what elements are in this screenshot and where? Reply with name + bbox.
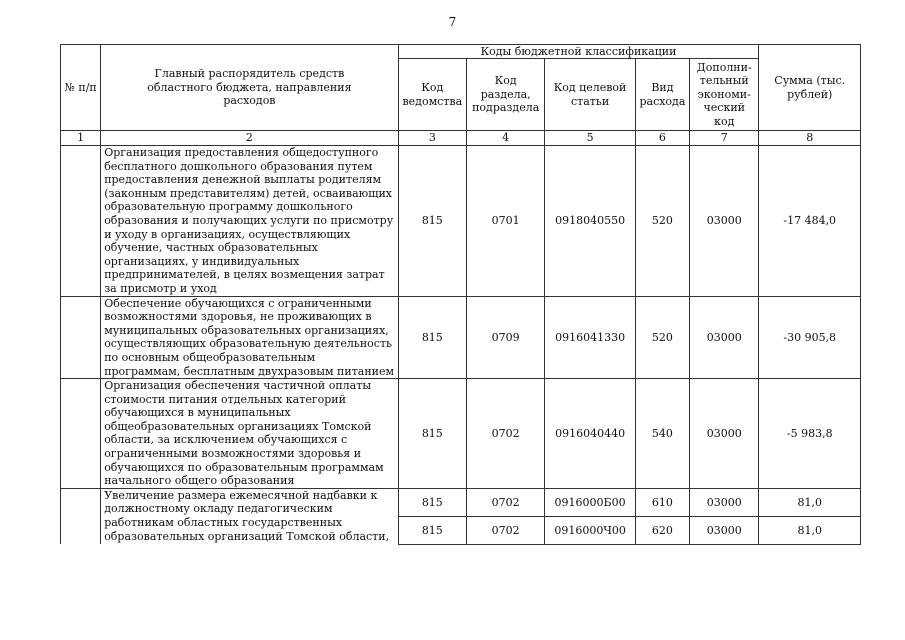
row-dept-code: 815 xyxy=(398,516,466,544)
column-numbers-row xyxy=(61,131,861,146)
row-section-code: 0709 xyxy=(466,296,544,379)
row-target-code: 0918040550 xyxy=(545,146,635,297)
header-group: Коды бюджетной классификации xyxy=(398,45,759,59)
row-num xyxy=(61,296,101,379)
table-row xyxy=(61,379,861,489)
row-sum: -30 905,8 xyxy=(759,296,861,379)
col-num-2: 2 xyxy=(101,131,398,146)
row-target-code: 0916041330 xyxy=(545,296,635,379)
row-num xyxy=(61,146,101,297)
row-expense-type: 620 xyxy=(635,516,689,544)
row-section-code: 0702 xyxy=(466,488,544,516)
row-extra-code: 03000 xyxy=(690,516,759,544)
header-row-1 xyxy=(61,45,861,59)
row-sum: -17 484,0 xyxy=(759,146,861,297)
col-num-7: 7 xyxy=(690,131,759,146)
row-expense-type: 520 xyxy=(635,146,689,297)
budget-table xyxy=(60,44,861,545)
row-num xyxy=(61,379,101,489)
col-num-3: 3 xyxy=(398,131,466,146)
row-dept-code: 815 xyxy=(398,146,466,297)
row-section-code: 0702 xyxy=(466,379,544,489)
header-dept: Код ведомства xyxy=(398,59,466,131)
row-sum: -5 983,8 xyxy=(759,379,861,489)
row-target-code: 0916000Ч00 xyxy=(545,516,635,544)
col-num-5: 5 xyxy=(545,131,635,146)
row-sum: 81,0 xyxy=(759,488,861,516)
row-extra-code: 03000 xyxy=(690,488,759,516)
row-expense-type: 520 xyxy=(635,296,689,379)
table-row xyxy=(61,296,861,379)
row-dept-code: 815 xyxy=(398,296,466,379)
row-description: Организация предоставления общедоступного бесплатного дошкольного образования путем предоставления денежной выплаты родителям (законным представителям) детей, осваивающих образовательную программу дошкольного образования и получающих услуги по присмотру и уходу в организациях, осуществляющих обучение, частных образовательных организациях, у индивидуальных предпринимателей, в целях возмещения затрат за присмотр и уход xyxy=(101,146,398,297)
col-num-1: 1 xyxy=(61,131,101,146)
row-section-code: 0702 xyxy=(466,516,544,544)
row-section-code: 0701 xyxy=(466,146,544,297)
col-num-4: 4 xyxy=(466,131,544,146)
header-main: Главный распорядитель средств областного бюджета, направления расходов xyxy=(101,45,398,131)
row-extra-code: 03000 xyxy=(690,379,759,489)
row-target-code: 0916040440 xyxy=(545,379,635,489)
header-num: № п/п xyxy=(61,45,101,131)
header-section: Код раздела, подраздела xyxy=(466,59,544,131)
row-expense-type: 540 xyxy=(635,379,689,489)
header-sum: Сумма (тыс. рублей) xyxy=(759,45,861,131)
row-sum: 81,0 xyxy=(759,516,861,544)
row-description: Организация обеспечения частичной оплаты стоимости питания отдельных категорий обучающихся в муниципальных общеобразовательных организациях Томской области, за исключением обучающихся с ограниченными возможностями здоровья и обучающихся по образовательным программам начального общего образования xyxy=(101,379,398,489)
row-extra-code: 03000 xyxy=(690,296,759,379)
row-dept-code: 815 xyxy=(398,488,466,516)
col-num-8: 8 xyxy=(759,131,861,146)
table-row xyxy=(61,146,861,297)
row-description: Увеличение размера ежемесячной надбавки к должностному окладу педагогическим работникам областных государственных образовательных организаций Томской области, xyxy=(101,488,398,544)
row-extra-code: 03000 xyxy=(690,146,759,297)
row-target-code: 0916000Б00 xyxy=(545,488,635,516)
row-description: Обеспечение обучающихся с ограниченными возможностями здоровья, не проживающих в муниципальных образовательных организациях, осуществляющих образовательную деятельность по основным общеобразовательным программам, бесплатным двухразовым питанием xyxy=(101,296,398,379)
table-row xyxy=(61,488,861,516)
header-expense: Вид расхода xyxy=(635,59,689,131)
page-number: 7 xyxy=(448,15,457,29)
col-num-6: 6 xyxy=(635,131,689,146)
row-num xyxy=(61,488,101,544)
header-extra: Дополни-тельный экономи-ческий код xyxy=(690,59,759,131)
header-target: Код целевой статьи xyxy=(545,59,635,131)
row-dept-code: 815 xyxy=(398,379,466,489)
row-expense-type: 610 xyxy=(635,488,689,516)
